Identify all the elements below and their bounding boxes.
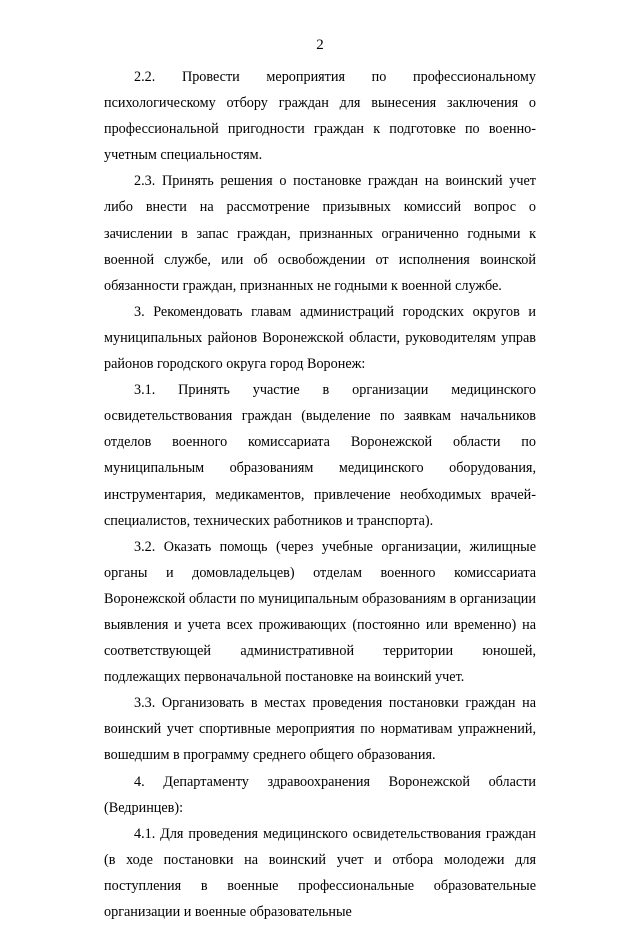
paragraph-2-3: 2.3. Принять решения о постановке граждан на воинский учет либо внести на рассмотрение призывных комиссий вопрос о зачислении в запас граждан, признанных ограниченно годными к военной службе, или об освобождении от исполнения воинской обязанности граждан, признанных не годными к военной службе. [104,173,536,294]
page-number: 2 [316,37,324,53]
paragraph-3: 3. Рекомендовать главам администраций городских округов и муниципальных районов Воронежской области, руководителям управ районов городского округа город Воронеж: [104,303,536,373]
paragraph-3-2: 3.2. Оказать помощь (через учебные организации, жилищные органы и домовладельцев) отделам военного комиссариата Воронежской области по муниципальным образованиям в организации выявления и учета всех проживающих (постоянно или временно) на соответствующей административной территории юношей, подлежащих первоначальной постановке на воинский учет. [104,538,536,686]
paragraph-4: 4. Департаменту здравоохранения Воронежской области (Ведринцев): [104,773,536,816]
document-body [104,64,536,925]
paragraph-3-1: 3.1. Принять участие в организации медицинского освидетельствования граждан (выделение по заявкам начальников отделов военного комиссариата Воронежской области по муниципальным образованиям медицинского оборудования, инструментария, медикаментов, привлечение необходимых врачей-специалистов, технических работников и транспорта). [104,382,536,529]
paragraph-3-3: 3.3. Организовать в местах проведения постановки граждан на воинский учет спортивные мероприятия по нормативам упражнений, вошедшим в программу среднего общего образования. [104,695,536,764]
paragraph-4-1: 4.1. Для проведения медицинского освидетельствования граждан (в ходе постановки на воинский учет и отбора молодежи для поступления в военные профессиональные образовательные организации и военные образовательные [104,825,536,920]
paragraph-2-2: 2.2. Провести мероприятия по профессиональному психологическому отбору граждан для вынесения заключения о профессиональной пригодности граждан к подготовке по военно-учетным специальностям. [104,69,536,164]
